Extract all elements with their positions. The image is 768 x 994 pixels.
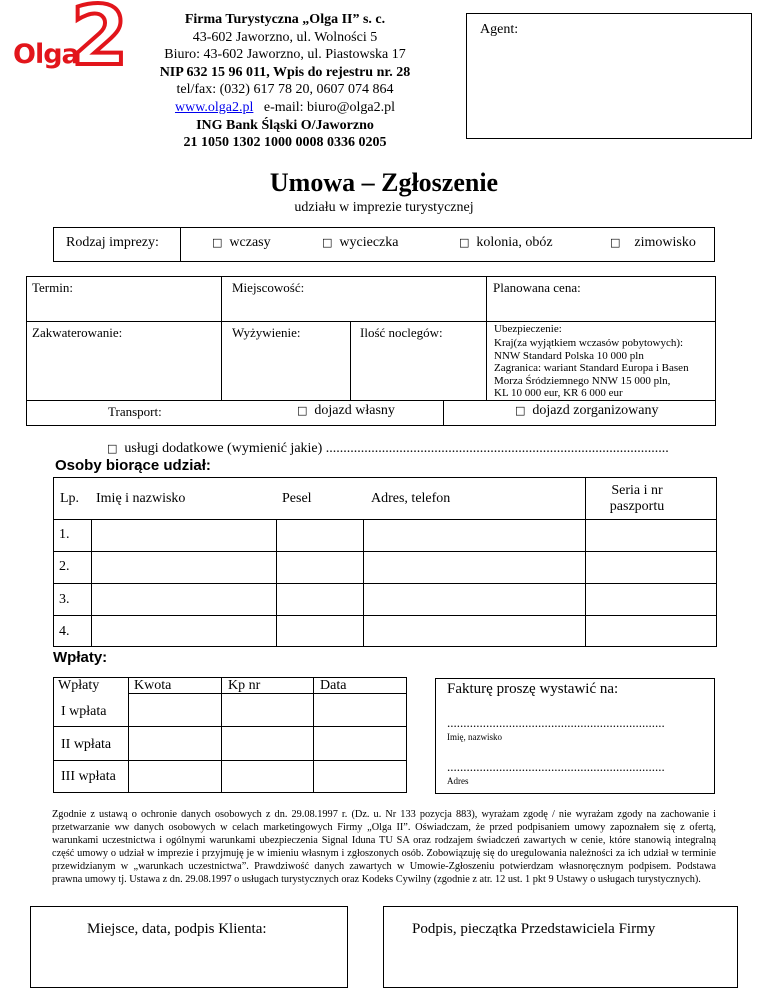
invoice-title: Fakturę proszę wystawić na: [447, 681, 619, 697]
col-lp: Lp. [60, 491, 80, 506]
trip-type-label: Rodzaj imprezy: [66, 235, 159, 250]
col-passport: Seria i nr paszportu [609, 483, 665, 514]
company-office: Biuro: 43-602 Jaworzno, ul. Piastowska 17 [164, 47, 406, 63]
payments-col-wplaty: Wpłaty [58, 678, 100, 693]
company-signature-box[interactable] [383, 906, 738, 988]
transport-own-option[interactable]: □ dojazd własny [297, 403, 395, 418]
meals-label: Wyżywienie: [232, 325, 301, 340]
insurance-title: Ubezpieczenie: [494, 323, 562, 335]
company-contact [135, 99, 435, 117]
trip-option-wycieczka[interactable]: □ wycieczka [322, 235, 399, 250]
company-account: 21 1050 1302 1000 0008 0336 0205 [183, 135, 387, 151]
accommodation-label: Zakwaterowanie: [32, 325, 123, 340]
checkbox-icon[interactable]: □ [515, 404, 526, 417]
col-pesel: Pesel [282, 491, 312, 506]
company-bank: ING Bank Śląski O/Jaworzno [196, 117, 374, 133]
logo-text: Olga [13, 39, 79, 70]
agent-box[interactable] [466, 13, 752, 139]
checkbox-icon[interactable]: □ [459, 236, 470, 249]
payments-heading: Wpłaty: [53, 649, 108, 666]
invoice-name-label: Imię, nazwisko [447, 732, 502, 742]
nights-label: Ilość noclegów: [360, 325, 443, 340]
trip-option-wczasy[interactable]: □ wczasy [212, 235, 271, 250]
participant-row-number: 1. [59, 527, 70, 542]
trip-option-kolonia[interactable]: □ kolonia, obóz [459, 235, 553, 250]
place-label: Miejscowość: [232, 280, 305, 295]
client-signature-label: Miejsce, data, podpis Klienta: [87, 921, 267, 937]
payment-row-label: III wpłata [61, 769, 116, 784]
client-signature-box[interactable] [30, 906, 348, 988]
invoice-address-line[interactable]: ................................................................... [447, 759, 665, 774]
payment-row-label: II wpłata [61, 737, 112, 752]
payment-row-label: I wpłata [61, 704, 107, 719]
document-title: Umowa – Zgłoszenie [269, 168, 499, 197]
extra-services-option[interactable]: □ usługi dodatkowe (wymienić jakie) .................................................................................................. [107, 441, 669, 456]
invoice-address-label: Adres [447, 776, 469, 786]
transport-label: Transport: [108, 404, 162, 419]
legal-consent-text: Zgodnie z ustawą o ochronie danych osobowych z dn. 29.08.1997 r. (Dz. u. Nr 133 pozycja 883), wyrażam zgodę / nie wyrażam zgody na zachowanie i przetwarzanie ww danych osobowych w celach marketingowych Firmy „Olga II”. Oświadczam, że przed podpisaniem umowy zapoznałem się z ofertą, warunkami uczestnictwa i ogólnymi warunkami ubezpieczenia Signal Iduna TU SA oraz rodzajem świadczeń zawartych w cenie, które stanowią integralną część umowy o udział w imprezie i przyjmuję je w imieniu własnym i zgłoszonych osób. Zobowiązuję się do uregulowania należności za ich udział w terminie przewidzianym w „warunkach uczestnictwa”. Prawdziwość danych zawartych w Umowie-Zgłoszeniu potwierdzam własnoręcznym podpisem. Podstawa prawna umowy tj. Ustawa z dn. 29.08.1997 o usługach turystycznych oraz Kodeks Cywilny (zgodnie z atr. 12 ust. 1 pkt 9 Ustawy o usługach turystycznych). [52, 809, 716, 885]
checkbox-icon[interactable]: □ [107, 442, 118, 455]
checkbox-icon[interactable]: □ [212, 236, 223, 249]
company-address: 43-602 Jaworzno, ul. Wolności 5 [192, 29, 378, 45]
participants-heading: Osoby biorące udział: [55, 457, 211, 474]
agent-label: Agent: [480, 22, 519, 37]
participant-row-number: 3. [59, 592, 70, 607]
checkbox-icon[interactable]: □ [610, 236, 621, 249]
checkbox-icon[interactable]: □ [322, 236, 333, 249]
company-logo [13, 0, 129, 84]
col-address: Adres, telefon [371, 491, 451, 506]
company-signature-label: Podpis, pieczątka Przedstawiciela Firmy [412, 921, 656, 937]
checkbox-icon[interactable]: □ [297, 404, 308, 417]
company-name: Firma Turystyczna „Olga II” s. c. [184, 12, 386, 27]
company-phone: tel/fax: (032) 617 78 20, 0607 074 864 [176, 82, 394, 98]
company-website-link[interactable]: www.olga2.pl [174, 99, 254, 115]
company-header [135, 11, 435, 152]
participant-row-number: 2. [59, 559, 70, 574]
transport-organized-option[interactable]: □ dojazd zorganizowany [515, 403, 659, 418]
participant-row-number: 4. [59, 624, 70, 639]
price-label: Planowana cena: [493, 280, 581, 295]
term-label: Termin: [32, 280, 73, 295]
document-subtitle: udziału w imprezie turystycznej [294, 200, 474, 215]
logo-digit: 2 [71, 0, 129, 84]
insurance-details: Kraj(za wyjątkiem wczasów pobytowych): NNW Standard Polska 10 000 pln Zagranica: wariant Standard Europa i Basen Morza Śródziemnego NNW 15 000 pln, KL 10 000 eur, KR 6 000 eur [494, 337, 689, 399]
invoice-name-line[interactable]: ................................................................... [447, 715, 665, 730]
company-nip: NIP 632 15 96 011, Wpis do rejestru nr. 28 [159, 64, 411, 80]
payments-col-kp: Kp nr [228, 678, 261, 693]
col-name: Imię i nazwisko [96, 491, 186, 506]
trip-option-zimowisko[interactable]: □ zimowisko [610, 235, 696, 250]
company-email: e-mail: biuro@olga2.pl [263, 99, 395, 115]
payments-col-date: Data [320, 678, 347, 693]
payments-col-amount: Kwota [134, 678, 172, 693]
